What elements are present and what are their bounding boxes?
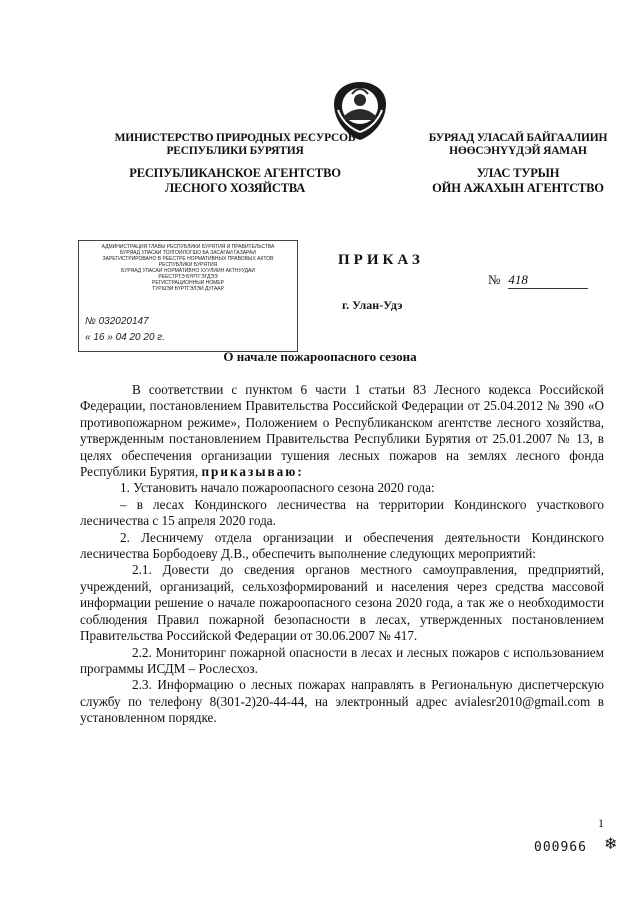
order-title: ПРИКАЗ <box>338 252 424 268</box>
ministry-line2: РЕСПУБЛИКИ БУРЯТИЯ <box>166 145 304 157</box>
order-number-label: № <box>488 272 501 287</box>
order-subject: О начале пожароопасного сезона <box>223 349 417 364</box>
intro-paragraph <box>80 382 604 480</box>
stamp-line: РЕЕСТРТЭ БҮРТГЭГДЭЭ <box>158 274 218 280</box>
order-body <box>80 382 604 727</box>
ministry-name-ru <box>110 132 360 158</box>
stamp-registration-number: № 032020147 <box>85 316 149 327</box>
item-2: 2. Лесничему отдела организации и обеспечения деятельности Кондинского лесничества Борбодоеву Д.В., обеспечить выполнение следующих мероприятий: <box>80 529 604 562</box>
stamp-line: ТУРШЭЙ БҮРТГЭЛЭЙ ДУГААР <box>152 286 224 292</box>
item-2-1: 2.1. Довести до сведения органов местного самоуправления, предприятий, учреждений, организаций, сельхозформирований и населения через средства массовой информации решение о начале пожароопасного сезона 2020 года, а так же о необходимости соблюдения Правил пожарной безопасности в лесах, утвержденных постановлением Правительства Российской Федерации от 30.06.2007 № 417. <box>80 562 604 644</box>
agency-line2: ЛЕСНОГО ХОЗЯЙСТВА <box>164 181 306 195</box>
snowflake-icon: ❄ <box>604 836 618 853</box>
form-serial-number: 000966 <box>534 840 587 855</box>
order-city: г. Улан-Удэ <box>342 298 403 312</box>
decree-word: приказываю: <box>201 464 304 480</box>
item-2-3: 2.3. Информацию о лесных пожарах направлять в Региональную диспетчерскую службу по телефону 8(301-2)20-44-44, на электронный адрес avialesr2010@gmail.com в установленном порядке. <box>80 677 604 726</box>
order-number <box>488 272 588 289</box>
agency-bua-line1: УЛАС ТУРЫН <box>476 166 560 180</box>
stamp-line: БУРЯАД УЛАСАЙ ТОЛГОЙЛОГШО БА ЗАСАГАЙ ГАЗАРАЙ <box>120 250 256 256</box>
page-number: 1 <box>598 816 604 830</box>
ministry-bua-line2: НӨӨСЭНҮҮДЭЙ ЯАМАН <box>449 145 587 157</box>
intro-text: В соответствии с пунктом 6 части 1 статьи 83 Лесного кодекса Российской Федерации, постановлением Правительства Российской Федерации от 25.04.2012 № 390 «О противопожарном режиме», Положением о Республиканском агентстве лесного хозяйства, утвержденным постановлением Правительства Республики Бурятия от 25.01.2007 № 13, в целях обеспечения организации тушения лесных пожаров на землях лесного фонда Республики Бурятия, <box>80 382 604 480</box>
stamp-line: РЕГИСТРАЦИОННЫЙ НОМЕР <box>152 280 224 286</box>
registration-stamp <box>78 240 298 352</box>
stamp-line: АДМИНИСТРАЦИЯ ГЛАВЫ РЕСПУБЛИКИ БУРЯТИЯ И ПРАВИТЕЛЬСТВА <box>101 244 275 250</box>
stamp-date: « 16 » 04 20 20 г. <box>85 332 165 343</box>
stamp-line: РЕСПУБЛИКИ БУРЯТИЯ <box>158 262 218 268</box>
ministry-line1: МИНИСТЕРСТВО ПРИРОДНЫХ РЕСУРСОВ <box>114 132 356 144</box>
ministry-bua-line1: БУРЯАД УЛАСАЙ БАЙГААЛИИН <box>428 132 608 144</box>
order-number-value: 418 <box>508 272 588 289</box>
agency-bua-line2: ОЙН АЖАХЫН АГЕНТСТВО <box>432 181 604 195</box>
item-1: 1. Установить начало пожароопасного сезона 2020 года: <box>120 480 435 496</box>
agency-name-ru <box>110 166 360 196</box>
stamp-line: ЗАРЕГИСТРИРОВАНО В РЕЕСТРЕ НОРМАТИВНЫХ ПРАВОВЫХ АКТОВ <box>102 256 274 262</box>
agency-line1: РЕСПУБЛИКАНСКОЕ АГЕНТСТВО <box>129 166 341 180</box>
ministry-name-bua <box>412 132 624 158</box>
stamp-line: БУРЯАД УЛАСАЙ НОРМАТИВНО ХУУЛИИН АКТНУУДАЙ <box>121 268 255 274</box>
agency-name-bua <box>412 166 624 196</box>
item-1-sub: – в лесах Кондинского лесничества на территории Кондинского участкового лесничества с 15 апреля 2020 года. <box>80 496 604 529</box>
item-2-2: 2.2. Мониторинг пожарной опасности в лесах и лесных пожаров с использованием программы ИСДМ – Рослесхоз. <box>80 644 604 676</box>
